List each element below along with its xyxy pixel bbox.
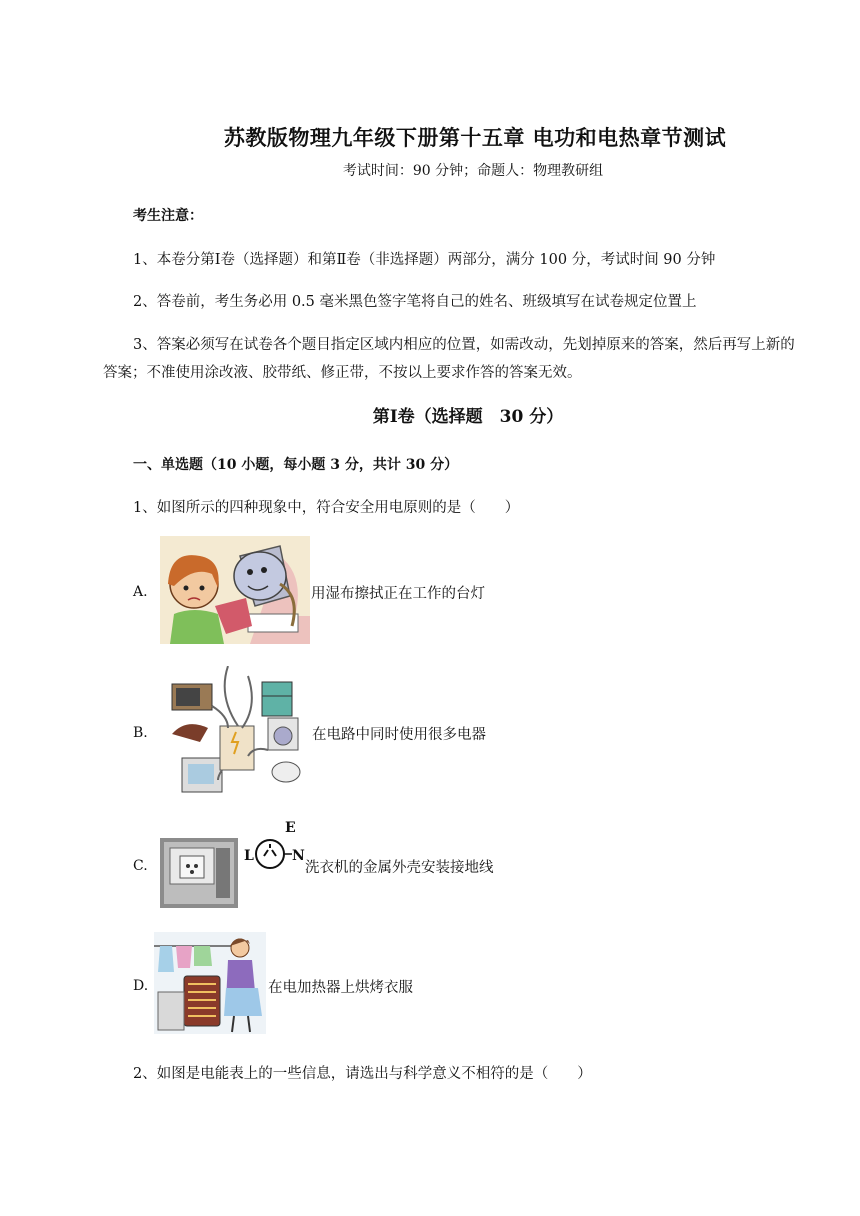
- option-d-image: [154, 932, 266, 1034]
- option-a-letter: A.: [133, 584, 148, 600]
- overloaded-outlet-illustration: [158, 666, 308, 798]
- section-title: 第Ⅰ卷（选择题 30 分）: [372, 407, 564, 427]
- plug-symbol-icon: [240, 822, 306, 872]
- option-b-letter: B.: [133, 725, 148, 741]
- notice-item-2: 2、答卷前，考生务必用 0.5 毫米黑色签字笔将自己的姓名、班级填写在试卷规定位置上: [133, 294, 697, 310]
- option-a-image: [160, 536, 310, 644]
- question-1-stem: 1、如图所示的四种现象中，符合安全用电原则的是（ ）: [133, 500, 520, 516]
- washing-machine-outlet-photo: [160, 838, 238, 908]
- option-c-plug-diagram: [240, 822, 306, 872]
- option-d-letter: D.: [133, 978, 149, 994]
- part-heading: 一、单选题（10 小题，每小题 3 分，共计 30 分）: [133, 457, 459, 473]
- option-b-text: 在电路中同时使用很多电器: [312, 727, 486, 743]
- option-c-letter: C.: [133, 858, 148, 874]
- plug-label-l: L: [244, 848, 254, 864]
- notice-heading: 考生注意：: [133, 208, 203, 224]
- notice-item-1: 1、本卷分第Ⅰ卷（选择题）和第Ⅱ卷（非选择题）两部分，满分 100 分，考试时间 90 分钟: [133, 252, 716, 268]
- question-2-stem: 2、如图是电能表上的一些信息，请选出与科学意义不相符的是（ ）: [133, 1066, 592, 1082]
- plug-label-e: E: [285, 820, 296, 836]
- option-c-image: [160, 838, 238, 908]
- plug-label-n: N: [292, 848, 305, 864]
- option-b-image: [158, 666, 308, 798]
- exam-subtitle: 考试时间：90 分钟；命题人：物理教研组: [342, 163, 604, 179]
- exam-title: 苏教版物理九年级下册第十五章 电功和电热章节测试: [223, 125, 727, 150]
- wet-cloth-lamp-illustration: [160, 536, 310, 644]
- option-d-text: 在电加热器上烘烤衣服: [268, 980, 413, 996]
- option-c-text: 洗衣机的金属外壳安装接地线: [305, 860, 494, 876]
- notice-item-3: 3、答案必须写在试卷各个题目指定区域内相应的位置，如需改动，先划掉原来的答案，然后再写上新的答案；不准使用涂改液、胶带纸、修正带，不按以上要求作答的答案无效。: [103, 337, 795, 381]
- option-a-text: 用湿布擦拭正在工作的台灯: [311, 586, 485, 602]
- heater-drying-clothes-illustration: [154, 932, 266, 1034]
